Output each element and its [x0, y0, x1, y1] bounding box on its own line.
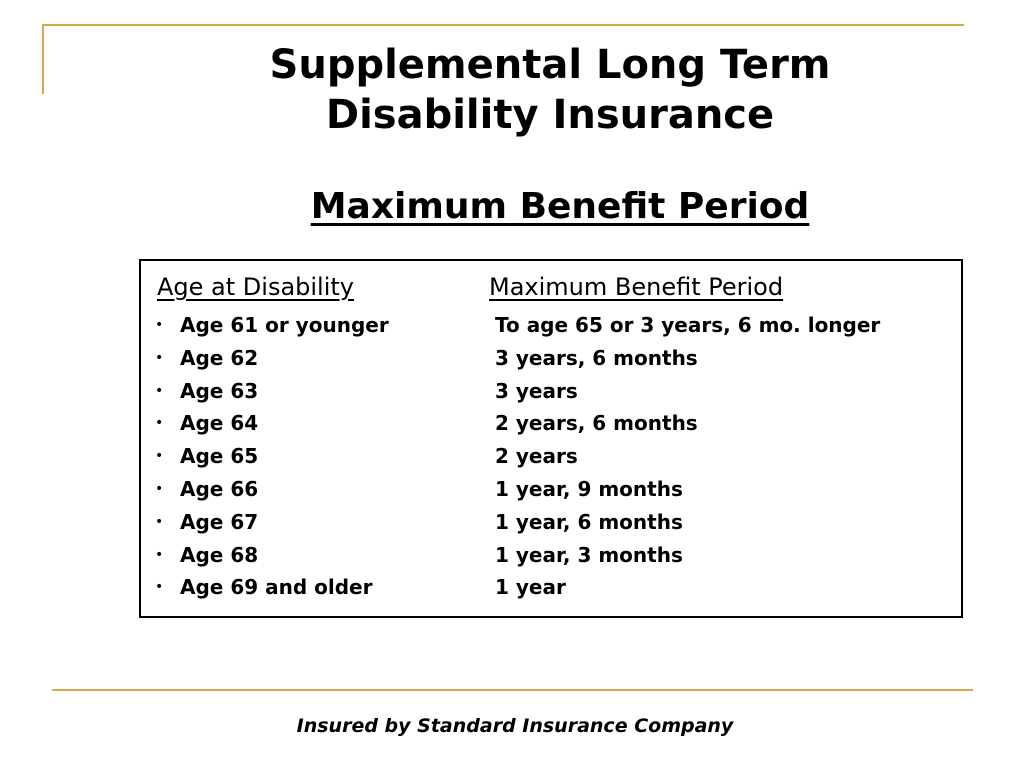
- period-cell: 3 years, 6 months: [495, 345, 698, 370]
- age-cell: Age 66: [180, 476, 259, 501]
- period-cell: 1 year, 3 months: [495, 542, 683, 567]
- period-cell: 2 years, 6 months: [495, 411, 698, 436]
- bullet-icon: •: [155, 513, 164, 530]
- table-row: [141, 473, 961, 506]
- age-column-header: Age at Disability: [157, 273, 355, 301]
- slide-title: [150, 40, 950, 140]
- age-cell: Age 65: [180, 444, 259, 469]
- table-row: [141, 342, 961, 375]
- age-cell: Age 62: [180, 345, 259, 370]
- bullet-icon: •: [155, 546, 164, 563]
- period-column-header: Maximum Benefit Period: [489, 273, 784, 301]
- period-cell: 2 years: [495, 444, 578, 469]
- title-line-1: Supplemental Long Term: [269, 42, 831, 88]
- table-row: [141, 375, 961, 408]
- age-cell: Age 69 and older: [180, 575, 373, 600]
- period-cell: 1 year, 6 months: [495, 509, 683, 534]
- table-row: [141, 309, 961, 342]
- table-row: [141, 440, 961, 473]
- table-header-row: [141, 269, 961, 305]
- table-row: [141, 571, 961, 604]
- age-cell: Age 67: [180, 509, 259, 534]
- top-gold-rule: [42, 24, 964, 26]
- title-line-2: Disability Insurance: [325, 92, 775, 138]
- bullet-icon: •: [155, 480, 164, 497]
- table-row: [141, 506, 961, 539]
- age-cell: Age 63: [180, 378, 259, 403]
- left-gold-rule: [42, 24, 44, 94]
- bullet-icon: •: [155, 382, 164, 399]
- bullet-icon: •: [155, 415, 164, 432]
- bullet-icon: •: [155, 349, 164, 366]
- slide-subtitle: Maximum Benefit Period: [310, 186, 810, 227]
- period-cell: 3 years: [495, 378, 578, 403]
- period-cell: 1 year, 9 months: [495, 476, 683, 501]
- bullet-icon: •: [155, 448, 164, 465]
- bullet-icon: •: [155, 579, 164, 596]
- period-cell: To age 65 or 3 years, 6 mo. longer: [495, 313, 881, 337]
- age-cell: Age 68: [180, 542, 259, 567]
- benefit-rows: [141, 309, 961, 604]
- period-cell: 1 year: [495, 575, 566, 600]
- footer-text: Insured by Standard Insurance Company: [296, 715, 734, 737]
- table-row: [141, 407, 961, 440]
- benefit-table: [139, 259, 963, 618]
- age-cell: Age 61 or younger: [180, 313, 389, 337]
- age-cell: Age 64: [180, 411, 259, 436]
- bullet-icon: •: [155, 317, 164, 333]
- table-row: [141, 539, 961, 572]
- bottom-gold-rule: [52, 689, 973, 691]
